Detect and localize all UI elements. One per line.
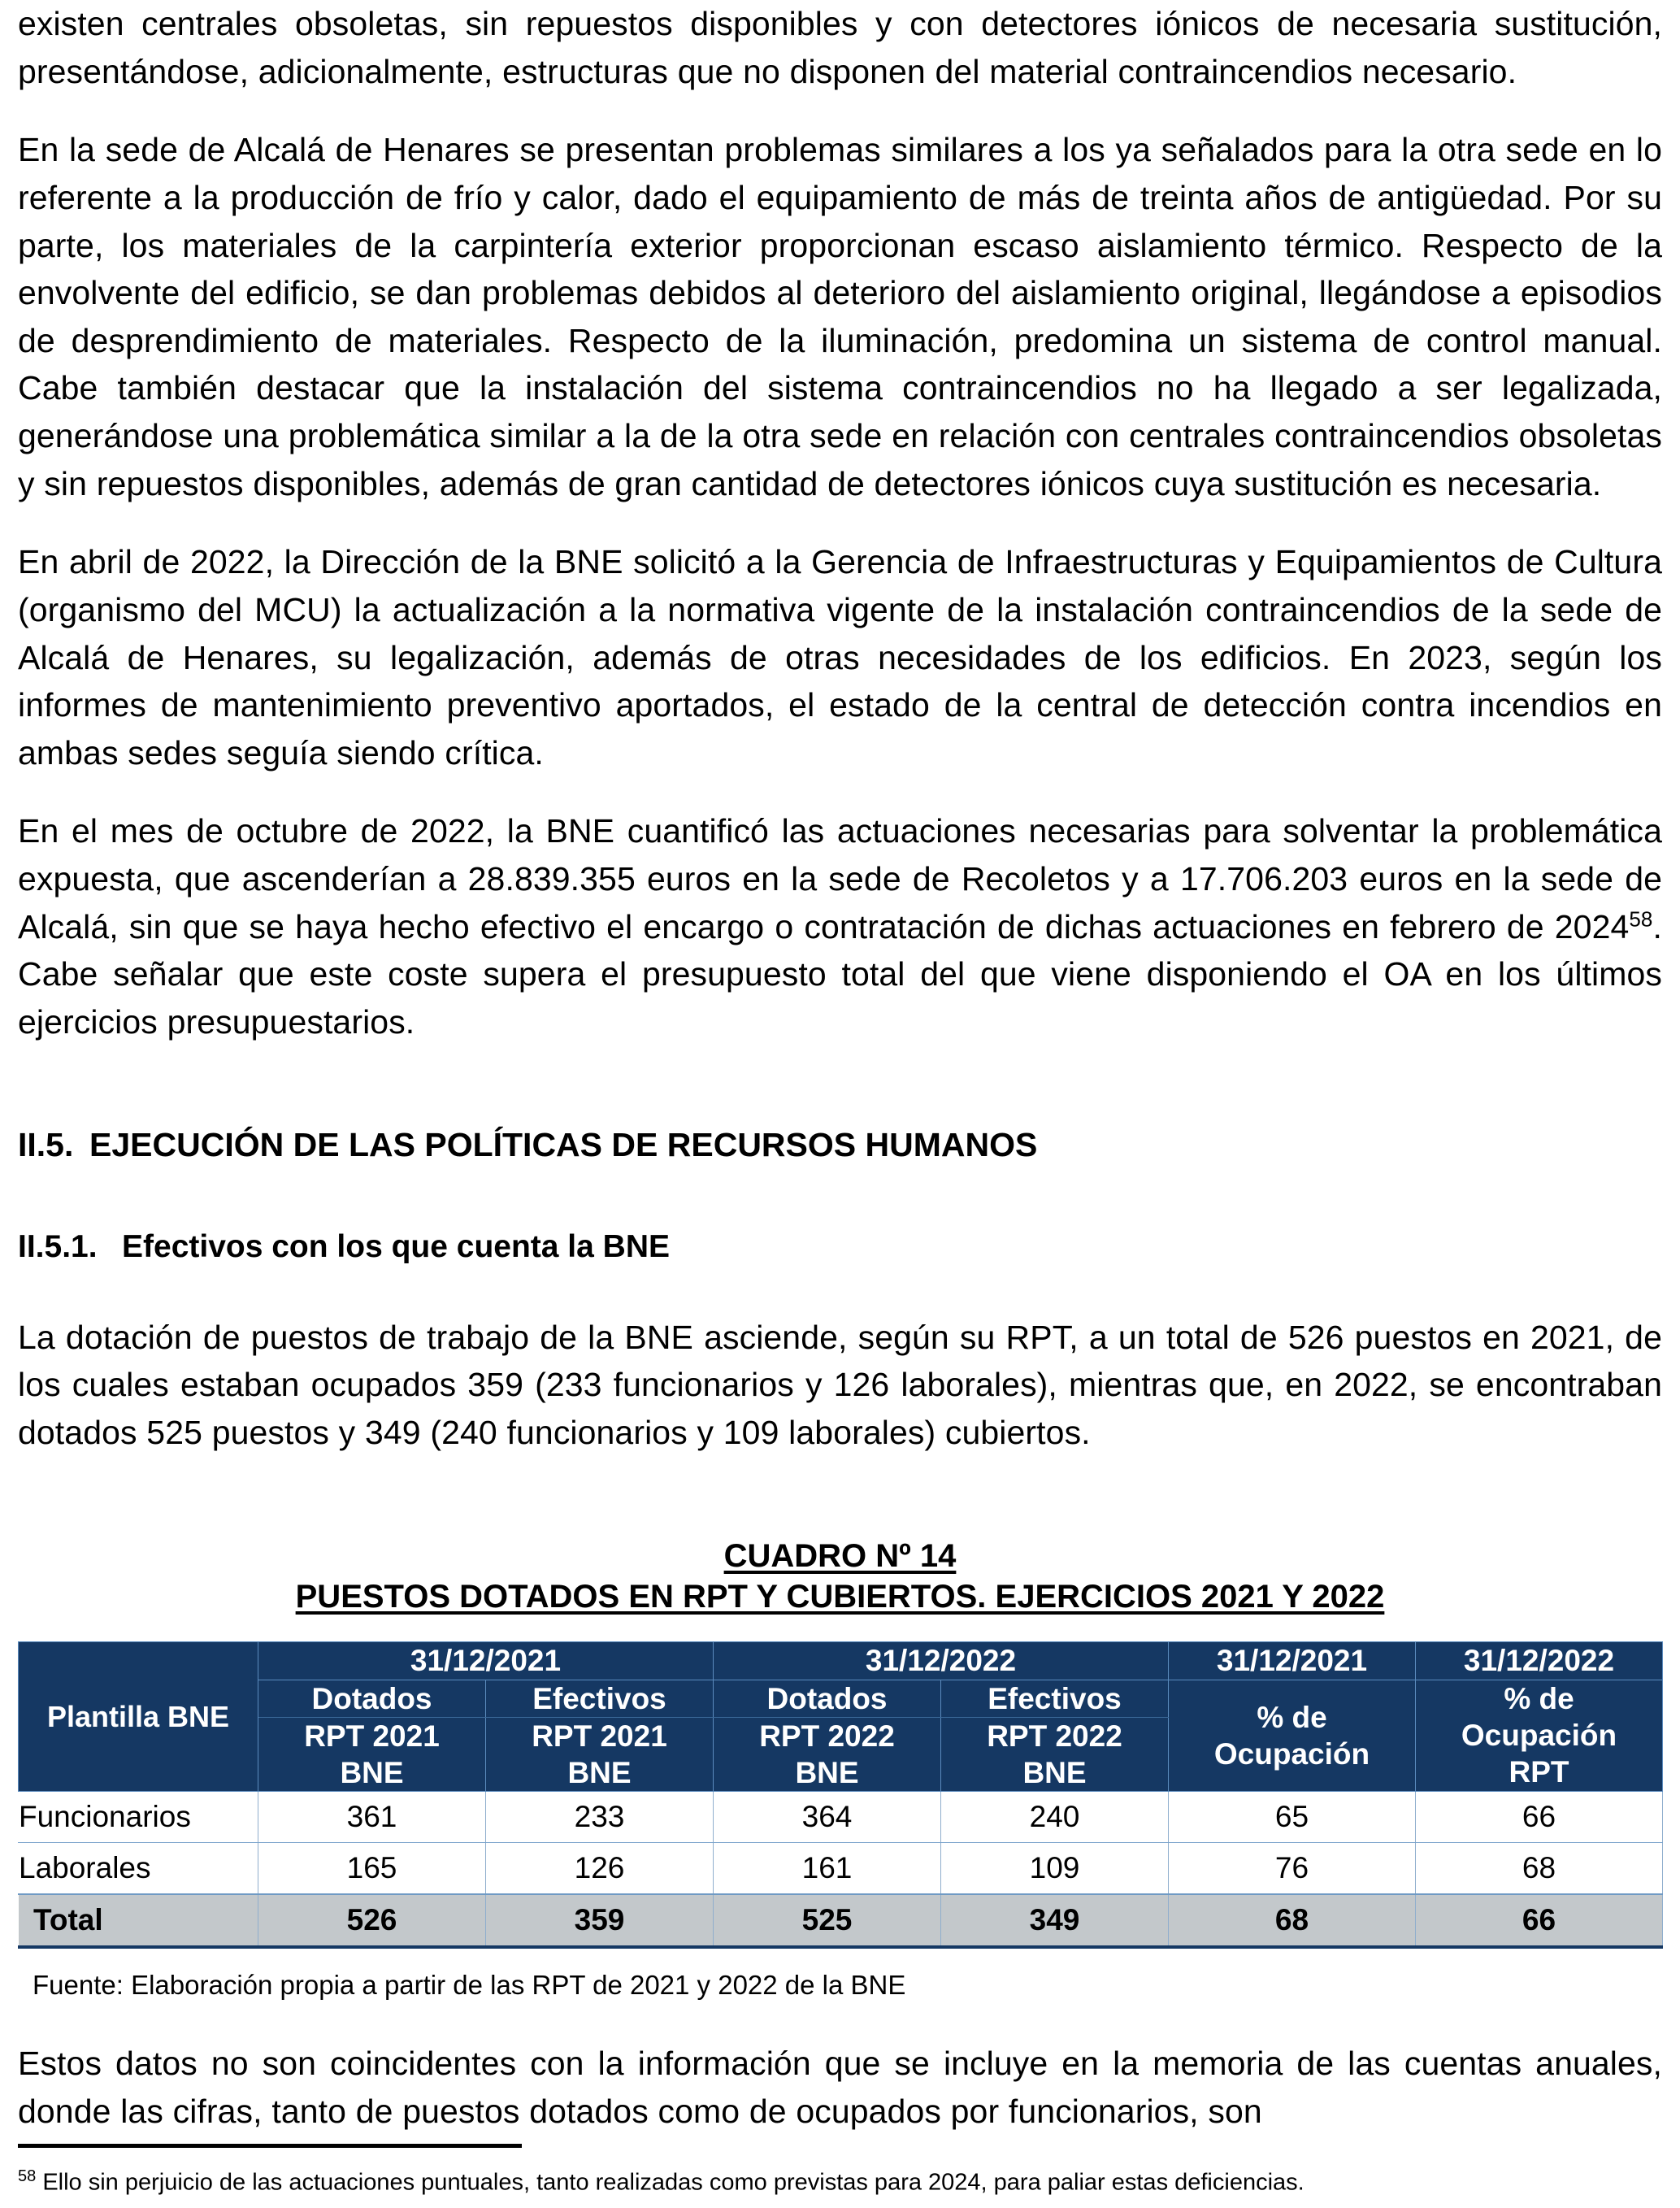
paragraph-3: En abril de 2022, la Dirección de la BNE solicitó a la Gerencia de Infraestructuras y Equipamientos de Cultura (organismo del MCU) la actualización a la normativa vigente de la instalación contraincendios de la sede de Alcalá de Henares, su legalización, además de otras necesidades de los edificios. En 2023, según los informes de mantenimiento preventivo aportados, el estado de la central de detección contra incendios en ambas sedes seguía siendo crítica. [18, 543, 1662, 771]
cell-laborales-dotados-2021: 165 [258, 1842, 486, 1894]
header-efectivos-2021: Efectivos [486, 1680, 714, 1717]
header-pct-2022-line3: RPT [1509, 1755, 1569, 1789]
cell-funcionarios-efectivos-2021: 233 [486, 1791, 714, 1842]
cell-funcionarios-dotados-2022: 364 [714, 1791, 941, 1842]
cell-total-efectivos-2022: 349 [941, 1894, 1169, 1947]
table-puestos-dotados-rpt [18, 1641, 1663, 1949]
footnote-area [18, 2144, 1662, 2208]
header-rpt2021-bne-efectivos [486, 1717, 714, 1791]
header-pct-2021-line2: Ocupación [1213, 1736, 1370, 1771]
footnote-reference-58[interactable]: 58 [1629, 906, 1653, 931]
paragraph-4-part2: . Cabe señalar que este coste supera el presupuesto total del que viene disponiendo el OA en los últimos ejercicios presupuestarios. [18, 907, 1662, 1041]
footnote-separator-rule [18, 2144, 522, 2148]
paragraph-5: La dotación de puestos de trabajo de la BNE asciende, según su RPT, a un total de 526 puestos en 2021, de los cuales estaban ocupados 359 (233 funcionarios y 126 laborales), mientras que, en 2022, se encontraban dotados 525 puestos y 349 (240 funcionarios y 109 laborales) cubiertos. [18, 1318, 1662, 1451]
subsection-title: Efectivos con los que cuenta la BNE [122, 1228, 671, 1264]
subsection-heading-ii51 [18, 1229, 1662, 1265]
table-body [19, 1791, 1663, 1947]
table-header [19, 1642, 1663, 1792]
header-bne-a: BNE [340, 1755, 404, 1789]
header-pct-2022-line1: % de [1504, 1682, 1574, 1715]
header-rpt2021-bne-dotados [258, 1717, 486, 1791]
paragraph-1: existen centrales obsoletas, sin repuestos disponibles y con detectores iónicos de necesaria sustitución, presentándose, adicionalmente, estructuras que no disponen del material contraincendios necesario. [18, 5, 1662, 90]
header-group-2021-counts: 31/12/2021 [258, 1642, 714, 1680]
header-group-2021-pct: 31/12/2021 [1169, 1642, 1416, 1680]
table-header-row-group [19, 1642, 1663, 1680]
paragraph-2: En la sede de Alcalá de Henares se presentan problemas similares a los ya señalados para la otra sede en lo referente a la producción de frío y calor, dado el equipamiento de más de treinta años de antigüedad. Por su parte, los materiales de la carpintería exterior proporcionan escaso aislamiento térmico. Respecto de la envolvente del edificio, se dan problemas debidos al deterioro del aislamiento original, llegándose a episodios de desprendimiento de materiales. Respecto de la iluminación, predomina un sistema de control manual. Cabe también destacar que la instalación del sistema contraincendios no ha llegado a ser legalizada, generándose una problemática similar a la de la otra sede en relación con centrales contraincendios obsoletas y sin repuestos disponibles, además de gran cantidad de detectores iónicos cuya sustitución es necesaria. [18, 131, 1662, 502]
cell-funcionarios-pct-2022: 66 [1416, 1791, 1663, 1842]
cell-laborales-pct-2021: 76 [1169, 1842, 1416, 1894]
header-corner-plantilla-bne: Plantilla BNE [19, 1642, 258, 1792]
cell-laborales-dotados-2022: 161 [714, 1842, 941, 1894]
header-bne-b: BNE [567, 1755, 632, 1789]
header-group-2022-pct: 31/12/2022 [1416, 1642, 1663, 1680]
spacer [18, 1617, 1662, 1641]
paragraph-4-part1: En el mes de octubre de 2022, la BNE cuantificó las actuaciones necesarias para solventar la problemática expuesta, que ascenderían a 28.839.355 euros en la sede de Recoletos y a 17.706.203 euros en la sede de Alcalá, sin que se haya hecho efectivo el encargo o contratación de dichas actuaciones en febrero de 2024 [18, 812, 1662, 945]
header-rpt-2021-a: RPT 2021 [304, 1719, 440, 1753]
header-rpt-2022-b: RPT 2022 [987, 1719, 1122, 1753]
paragraph-4 [18, 807, 1662, 1045]
header-group-2022-counts: 31/12/2022 [714, 1642, 1169, 1680]
header-pct-ocupacion-2021 [1169, 1680, 1416, 1791]
header-pct-2022-line2: Ocupación [1461, 1719, 1617, 1753]
table-title-line-2: PUESTOS DOTADOS EN RPT Y CUBIERTOS. EJERCICIOS 2021 Y 2022 [295, 1579, 1385, 1615]
section-title: EJECUCIÓN DE LAS POLÍTICAS DE RECURSOS HUMANOS [89, 1125, 1038, 1163]
spacer [18, 1077, 1662, 1126]
table-row [19, 1791, 1663, 1842]
row-label-total: Total [19, 1894, 258, 1947]
cell-funcionarios-efectivos-2022: 240 [941, 1791, 1169, 1842]
cell-laborales-pct-2022: 68 [1416, 1842, 1663, 1894]
cell-laborales-efectivos-2021: 126 [486, 1842, 714, 1894]
spacer [18, 2001, 1662, 2040]
footnote-number: 58 [18, 2167, 37, 2185]
table-title [18, 1536, 1662, 1617]
table-row-total [19, 1894, 1663, 1947]
cell-total-pct-2022: 66 [1416, 1894, 1663, 1947]
header-rpt-2022-a: RPT 2022 [759, 1719, 895, 1753]
table-header-row-sub1 [19, 1680, 1663, 1717]
header-dotados-2021: Dotados [258, 1680, 486, 1717]
table-source-note: Fuente: Elaboración propia a partir de las RPT de 2021 y 2022 de la BNE [33, 1969, 906, 2000]
footnote-body: Ello sin perjuicio de las actuaciones puntuales, tanto realizadas como previstas para 2024, para paliar estas deficiencias. [42, 2169, 1304, 2196]
section-number: II.5. [18, 1125, 74, 1163]
spacer [18, 1265, 1662, 1314]
header-dotados-2022: Dotados [714, 1680, 941, 1717]
subsection-number: II.5.1. [18, 1228, 98, 1264]
cell-total-efectivos-2021: 359 [486, 1894, 714, 1947]
header-rpt2022-bne-efectivos [941, 1717, 1169, 1791]
cell-funcionarios-dotados-2021: 361 [258, 1791, 486, 1842]
header-rpt-2021-b: RPT 2021 [532, 1719, 667, 1753]
spacer [18, 1487, 1662, 1536]
cell-total-pct-2021: 68 [1169, 1894, 1416, 1947]
footnote-58 [18, 2166, 1662, 2198]
header-rpt2022-bne-dotados [714, 1717, 941, 1791]
cell-funcionarios-pct-2021: 65 [1169, 1791, 1416, 1842]
header-bne-c: BNE [795, 1755, 859, 1789]
section-heading-ii5 [18, 1126, 1662, 1164]
table-row [19, 1842, 1663, 1894]
header-pct-2021-line1: % de [1257, 1700, 1327, 1734]
header-efectivos-2022: Efectivos [941, 1680, 1169, 1717]
cell-laborales-efectivos-2022: 109 [941, 1842, 1169, 1894]
row-label-laborales: Laborales [19, 1842, 258, 1894]
header-pct-ocupacion-rpt-2022 [1416, 1680, 1663, 1791]
spacer [18, 1164, 1662, 1229]
table-title-line-1: CUADRO Nº 14 [723, 1538, 957, 1575]
cell-total-dotados-2022: 525 [714, 1894, 941, 1947]
cell-total-dotados-2021: 526 [258, 1894, 486, 1947]
paragraph-6: Estos datos no son coincidentes con la información que se incluye en la memoria de las cuentas anuales, donde las cifras, tanto de puestos dotados como de ocupados por funcionarios, son [18, 2044, 1662, 2130]
header-bne-d: BNE [1022, 1755, 1087, 1789]
row-label-funcionarios: Funcionarios [19, 1791, 258, 1842]
